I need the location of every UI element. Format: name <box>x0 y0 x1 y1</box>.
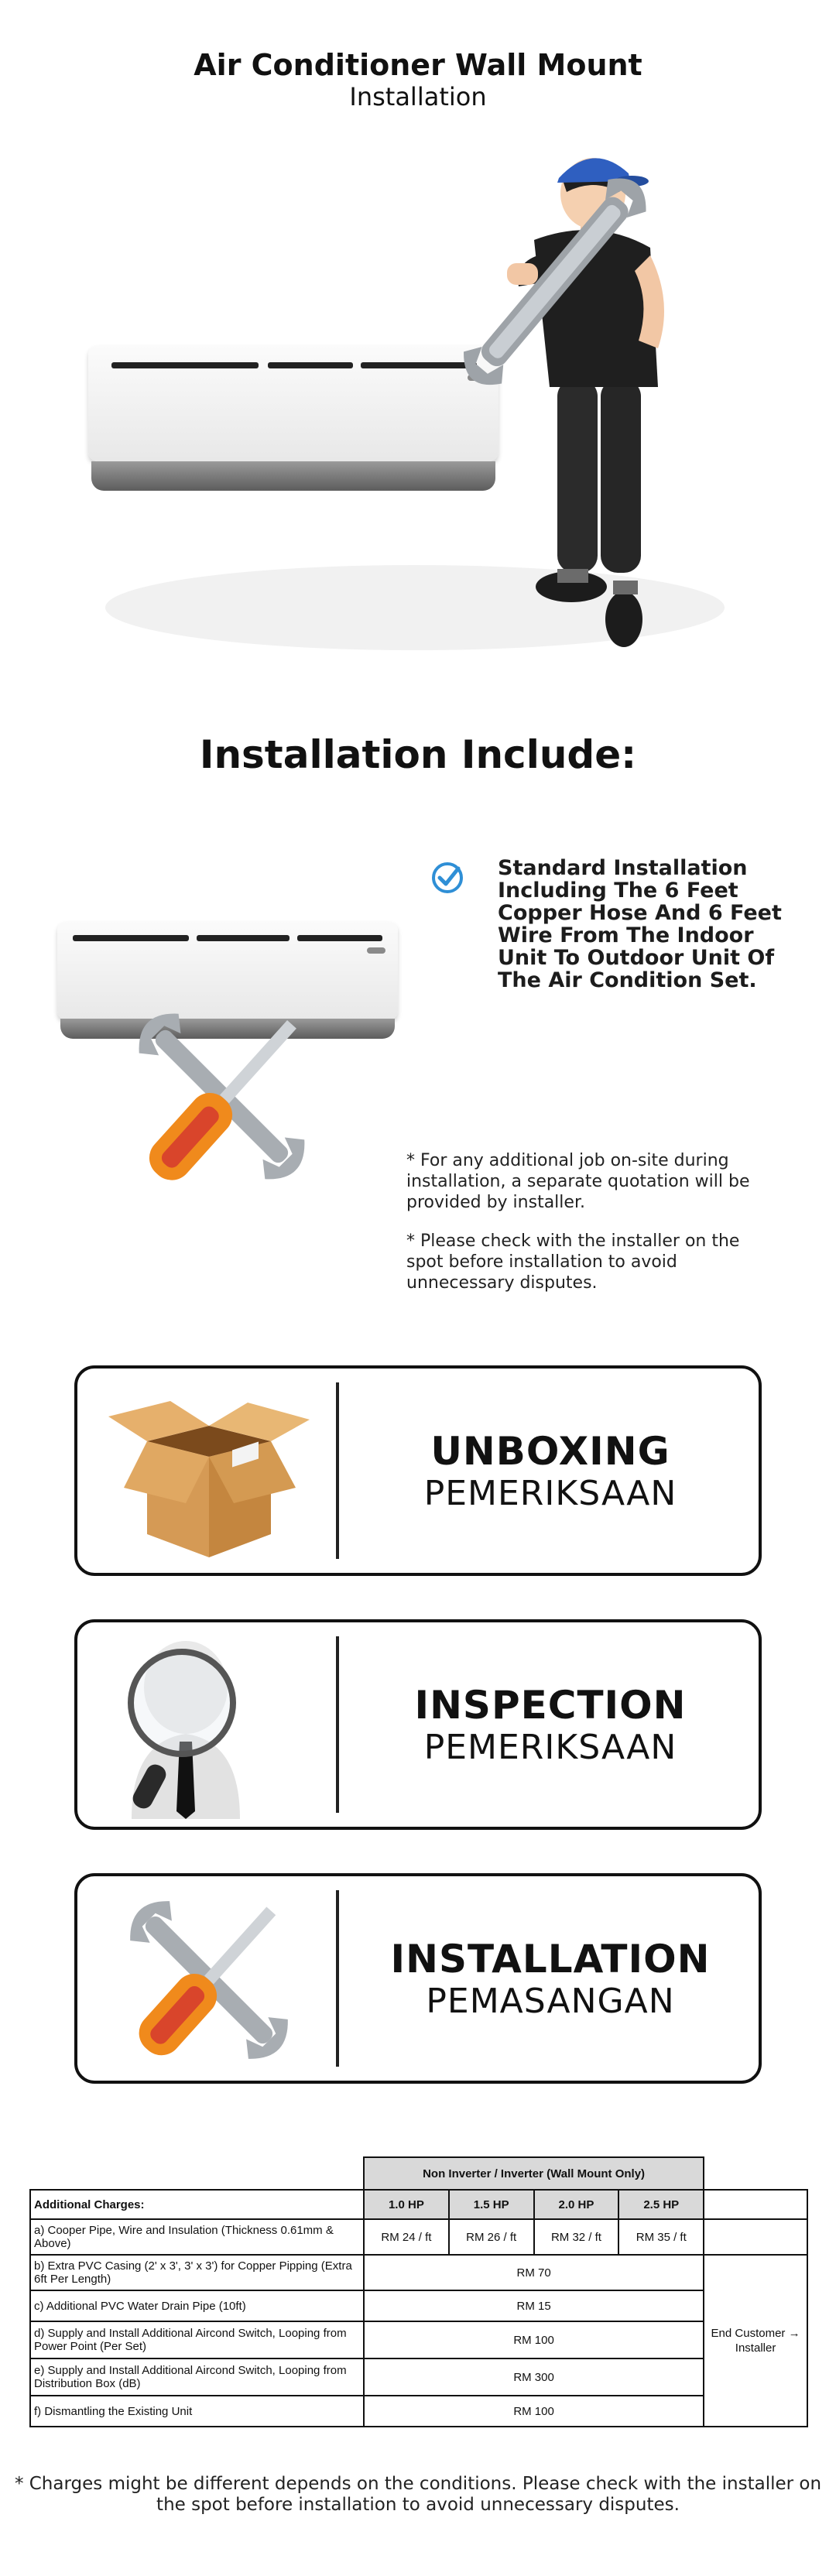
table-row <box>30 2290 807 2321</box>
tools-icon <box>93 1887 325 2073</box>
table-row <box>30 2190 807 2219</box>
charge-value: RM 35 / ft <box>618 2219 704 2255</box>
charge-value: RM 15 <box>364 2290 704 2321</box>
charge-label: a) Cooper Pipe, Wire and Insulation (Thickness 0.61mm & Above) <box>30 2219 364 2255</box>
step-card-installation <box>74 1873 762 2084</box>
charge-label: d) Supply and Install Additional Aircond Switch, Looping from Power Point (Per Set) <box>30 2321 364 2358</box>
table-row <box>30 2358 807 2396</box>
charge-value: RM 300 <box>364 2358 704 2396</box>
charge-value: RM 24 / ft <box>364 2219 449 2255</box>
tools-icon <box>116 991 333 1208</box>
charge-label: b) Extra PVC Casing (2' x 3', 3' x 3') for Copper Pipping (Extra 6ft Per Length) <box>30 2255 364 2290</box>
step-title: INSTALLATION <box>390 1937 711 1982</box>
hp-header: 2.0 HP <box>534 2190 619 2219</box>
charge-label: f) Dismantling the Existing Unit <box>30 2396 364 2427</box>
hp-header: 1.0 HP <box>364 2190 449 2219</box>
hero-ac-unit <box>88 345 499 492</box>
check-circle-icon <box>430 861 464 895</box>
group-header: Non Inverter / Inverter (Wall Mount Only) <box>364 2157 704 2190</box>
note-additional-job: * For any additional job on-site during installation, a separate quotation will be provided by installer. <box>406 1151 750 1212</box>
box-icon <box>93 1379 325 1565</box>
charge-value: RM 100 <box>364 2396 704 2427</box>
footnote: * Charges might be different depends on the conditions. Please check with the installer on the spot before installation to avoid unnecessary disputes. <box>14 2474 822 2515</box>
includes-title: Installation Include: <box>199 732 637 777</box>
step-card-inspection <box>74 1619 762 1830</box>
charge-value: RM 26 / ft <box>449 2219 534 2255</box>
table-row <box>30 2255 807 2290</box>
note-check-installer: * Please check with the installer on the spot before installation to avoid unnecessary disputes. <box>406 1231 740 1293</box>
charge-label: c) Additional PVC Water Drain Pipe (10ft) <box>30 2290 364 2321</box>
hp-header: 2.5 HP <box>618 2190 704 2219</box>
charge-value: RM 32 / ft <box>534 2219 619 2255</box>
step-title: UNBOXING <box>430 1429 670 1474</box>
step-subtitle: PEMERIKSAAN <box>423 1728 677 1767</box>
technician-with-wrench-icon <box>441 147 697 658</box>
table-row <box>30 2157 807 2190</box>
page-title: Air Conditioner Wall Mount <box>194 48 642 82</box>
hp-header: 1.5 HP <box>449 2190 534 2219</box>
charge-label: e) Supply and Install Additional Aircond Switch, Looping from Distribution Box (dB) <box>30 2358 364 2396</box>
table-row <box>30 2219 807 2255</box>
magnifier-person-icon <box>93 1633 325 1819</box>
included-service-text: Standard Installation Including The 6 Feet Copper Hose And 6 Feet Wire From The Indoor Unit To Outdoor Unit Of The Air Condition Set. <box>498 856 782 992</box>
charge-value: RM 70 <box>364 2255 704 2290</box>
table-row <box>30 2396 807 2427</box>
charge-value: RM 100 <box>364 2321 704 2358</box>
table-row <box>30 2321 807 2358</box>
row-header: Additional Charges: <box>30 2190 364 2219</box>
additional-charges-table <box>29 2156 808 2427</box>
step-title: INSPECTION <box>414 1683 687 1728</box>
step-card-unboxing <box>74 1365 762 1576</box>
step-subtitle: PEMASANGAN <box>426 1982 675 2021</box>
page-subtitle: Installation <box>349 82 487 111</box>
step-subtitle: PEMERIKSAAN <box>423 1474 677 1513</box>
payer-cell: End Customer → Installer <box>704 2255 807 2427</box>
